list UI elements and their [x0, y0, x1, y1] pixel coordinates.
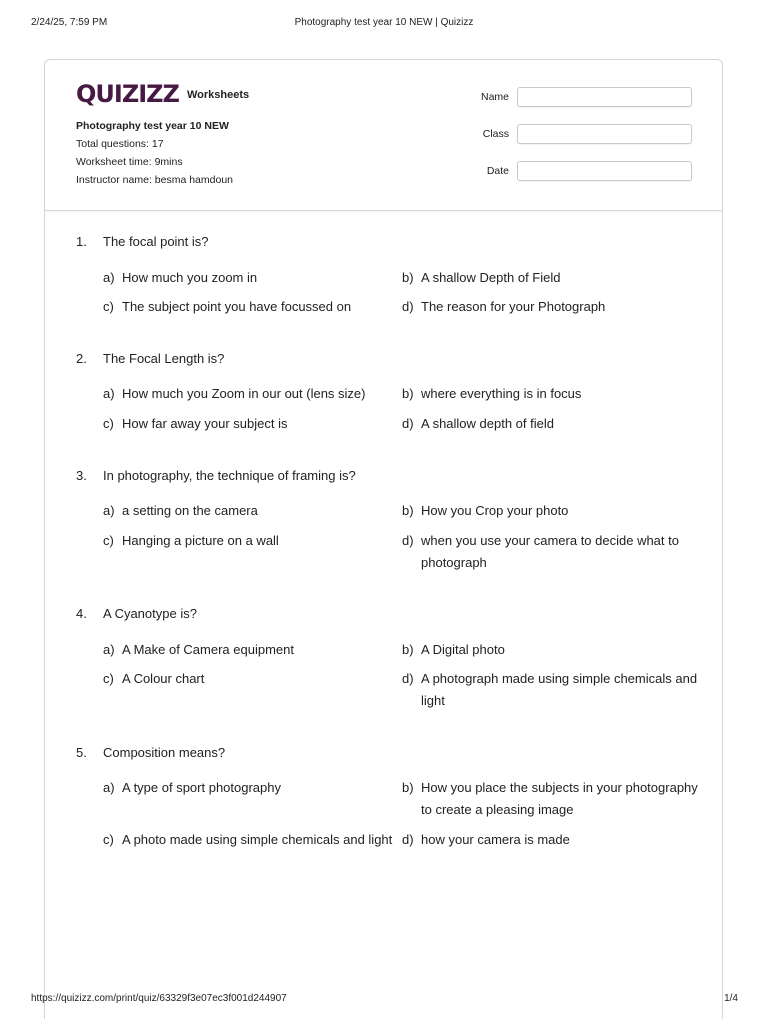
name-label: Name [480, 91, 509, 103]
option-a [103, 500, 403, 522]
print-datetime: 2/24/25, 7:59 PM [31, 17, 108, 28]
date-label: Date [486, 165, 509, 177]
option-letter: b) [402, 642, 414, 657]
option-letter: a) [103, 642, 115, 657]
option-letter: c) [103, 533, 114, 548]
option-text: How far away your subject is [122, 416, 288, 431]
option-text: a setting on the camera [122, 503, 258, 518]
option-b [402, 777, 702, 821]
option-text: How much you zoom in [122, 270, 258, 285]
option-text: The subject point you have focussed on [122, 299, 352, 314]
total-questions: Total questions: 17 [76, 138, 164, 150]
option-a [103, 639, 403, 661]
option-text: How you place the subjects in your photography to create a pleasing image [421, 780, 698, 817]
class-field[interactable] [517, 124, 692, 144]
option-text: A Digital photo [421, 642, 505, 657]
question-text: The focal point is? [103, 234, 209, 249]
option-text: where everything is in focus [421, 386, 582, 401]
option-b [402, 500, 702, 522]
option-text: A shallow depth of field [421, 416, 554, 431]
option-letter: b) [402, 270, 414, 285]
option-letter: a) [103, 386, 115, 401]
option-text: when you use your camera to decide what to photograph [421, 533, 679, 570]
option-letter: a) [103, 270, 115, 285]
option-d [402, 668, 702, 712]
worksheet-time: Worksheet time: 9mins [76, 156, 183, 168]
worksheet-header [45, 60, 722, 211]
option-letter: b) [402, 386, 414, 401]
option-c [103, 413, 403, 435]
print-footer [0, 993, 768, 1009]
print-url: https://quizizz.com/print/quiz/63329f3e07ec3f001d244907 [31, 993, 287, 1004]
option-text: A shallow Depth of Field [421, 270, 561, 285]
question-number: 3. [76, 468, 87, 483]
option-a [103, 777, 403, 799]
option-b [402, 267, 702, 289]
option-text: A type of sport photography [122, 780, 281, 795]
question-text: Composition means? [103, 745, 226, 760]
option-c [103, 530, 403, 552]
logo-section-label: Worksheets [186, 89, 250, 101]
question-number: 4. [76, 606, 87, 621]
option-letter: c) [103, 416, 114, 431]
option-c [103, 829, 403, 851]
option-d [402, 829, 702, 851]
option-a [103, 383, 403, 405]
option-letter: b) [402, 780, 414, 795]
question-number: 5. [76, 745, 87, 760]
option-letter: c) [103, 832, 114, 847]
option-letter: d) [402, 671, 414, 686]
question-text: In photography, the technique of framing is? [103, 468, 356, 483]
option-text: A Colour chart [122, 671, 205, 686]
option-letter: d) [402, 832, 414, 847]
worksheet-page [44, 59, 723, 1019]
option-text: How much you Zoom in our out (lens size) [122, 386, 366, 401]
name-field[interactable] [517, 87, 692, 107]
option-text: The reason for your Photograph [421, 299, 606, 314]
option-letter: d) [402, 299, 414, 314]
question-number: 2. [76, 351, 87, 366]
option-b [402, 383, 702, 405]
option-d [402, 530, 702, 574]
option-letter: d) [402, 533, 414, 548]
logo-wordmark: QUIZIZZ [76, 80, 179, 108]
print-page-number: 1/4 [724, 993, 738, 1004]
option-c [103, 296, 403, 318]
option-letter: c) [103, 299, 114, 314]
print-page-title: Photography test year 10 NEW | Quizizz [294, 17, 474, 28]
date-field[interactable] [517, 161, 692, 181]
option-text: A photograph made using simple chemicals and light [421, 671, 698, 708]
question-text: A Cyanotype is? [103, 606, 197, 621]
option-letter: d) [402, 416, 414, 431]
instructor-name: Instructor name: besma hamdoun [76, 174, 233, 186]
option-text: how your camera is made [421, 832, 570, 847]
question-text: The Focal Length is? [103, 351, 225, 366]
option-d [402, 413, 702, 435]
option-b [402, 639, 702, 661]
quizizz-logo [76, 80, 249, 108]
option-letter: a) [103, 503, 115, 518]
class-label: Class [482, 128, 509, 140]
option-a [103, 267, 403, 289]
option-text: Hanging a picture on a wall [122, 533, 279, 548]
option-c [103, 668, 403, 690]
worksheet-title: Photography test year 10 NEW [76, 120, 229, 132]
option-d [402, 296, 702, 318]
option-letter: b) [402, 503, 414, 518]
print-header [0, 17, 768, 33]
option-text: A photo made using simple chemicals and light [122, 832, 393, 847]
option-text: How you Crop your photo [421, 503, 569, 518]
option-letter: c) [103, 671, 114, 686]
question-number: 1. [76, 234, 87, 249]
option-letter: a) [103, 780, 115, 795]
option-text: A Make of Camera equipment [122, 642, 294, 657]
